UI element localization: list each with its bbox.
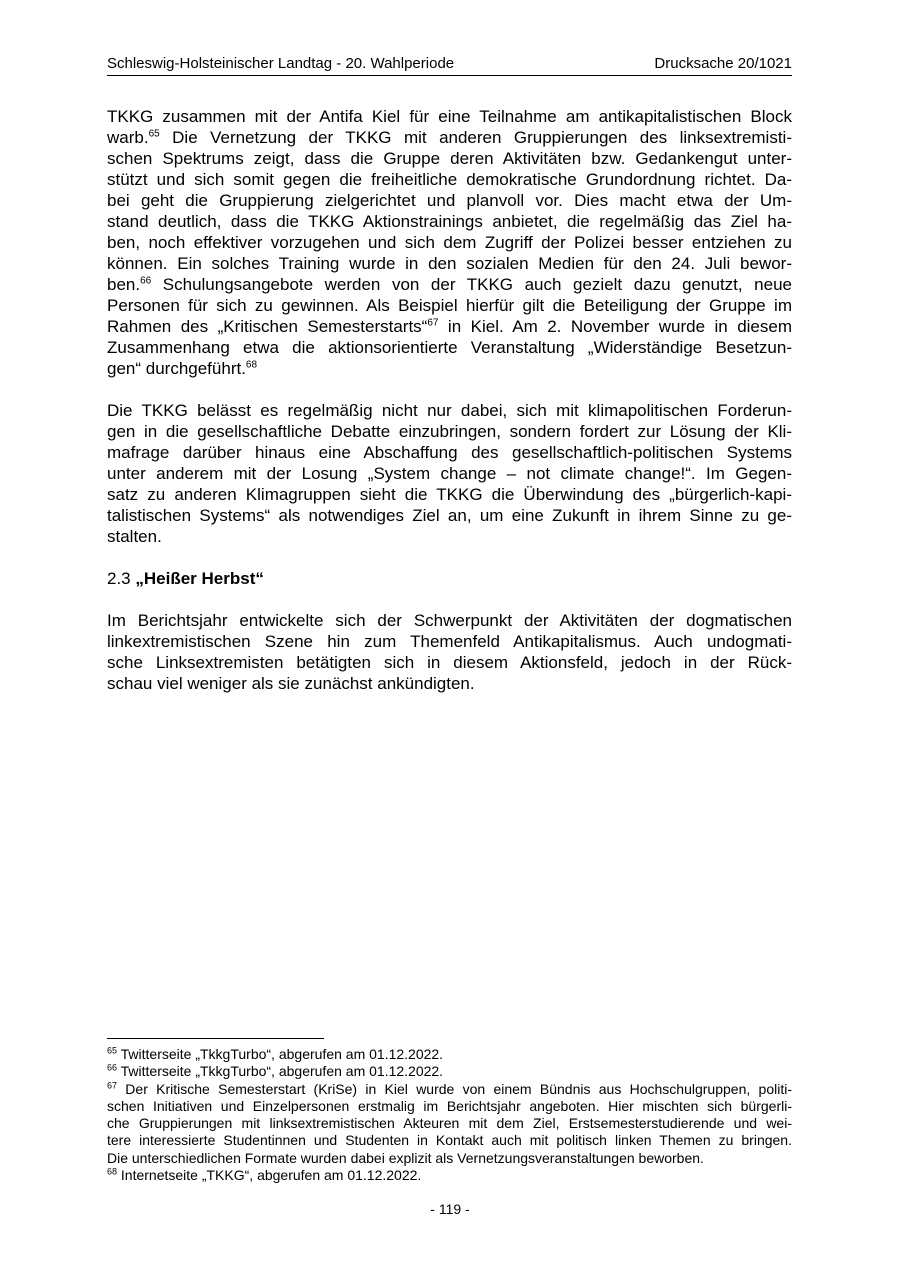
text-line: können. Ein solches Training wurde in den sozialen Medien für den 24. Juli bewor-	[107, 254, 792, 273]
text-line: stalten.	[107, 527, 162, 546]
footnote-ref-66[interactable]: 66	[140, 275, 152, 287]
text-line: Personen für sich zu gewinnen. Als Beispiel hierfür gilt die Beteiligung der Gruppe im	[107, 296, 792, 315]
text-line: ben.$^{66}$ Schulungsangebote werden von der TKKG auch gezielt dazu genutzt, neue	[107, 275, 792, 294]
header-parliament: Schleswig-Holsteinischer Landtag - 20. Wahlperiode	[107, 55, 455, 72]
header-rule	[107, 75, 792, 76]
text-line: sche Linksextremisten betätigten sich in diesem Aktionsfeld, jedoch in der Rück-	[107, 653, 792, 672]
text-line: gen“ durchgeführt.$^{68}$	[107, 359, 258, 378]
text-line: Rahmen des „Kritischen Semesterstarts“$^{67}$ in Kiel. Am 2. November wurde in diesem	[107, 317, 792, 336]
section-heading	[107, 568, 792, 589]
footnote-67-cont: Die unterschiedlichen Formate wurden dabei explizit als Vernetzungsveranstaltungen beworben.	[107, 1149, 704, 1166]
text-line: warb.$^{65}$ Die Vernetzung der TKKG mit anderen Gruppierungen des linksextremisti-	[107, 128, 792, 147]
section-title: „Heißer Herbst“	[135, 569, 264, 588]
paragraph-2	[107, 400, 792, 547]
text-line: stand deutlich, dass die TKKG Aktionstrainings anbietet, die regelmäßig das Ziel ha-	[107, 212, 792, 231]
text-line: Die TKKG belässt es regelmäßig nicht nur dabei, sich mit klimapolitischen Forderun-	[107, 401, 792, 420]
footnote-67-cont: tere interessierte Studentinnen und Studenten in Kontakt auch mit politisch linken Themen zu bringen.	[107, 1132, 792, 1149]
text-line: Im Berichtsjahr entwickelte sich der Schwerpunkt der Aktivitäten der dogmatischen	[107, 611, 792, 630]
main-content	[107, 106, 792, 694]
text-line: satz zu anderen Klimagruppen sieht die TKKG die Überwindung des „bürgerlich-kapi-	[107, 485, 792, 504]
text-line: talistischen Systems“ als notwendiges Ziel an, um eine Zukunft in ihrem Sinne zu ge-	[107, 506, 792, 525]
page-number: - 119 -	[430, 1201, 470, 1217]
paragraph-3	[107, 610, 792, 694]
text-line: stützt und sich somit gegen die freiheitliche demokratische Grundordnung richtet. Da-	[107, 170, 792, 189]
header-document-number: Drucksache 20/1021	[654, 55, 792, 72]
text-line: Zusammenhang etwa die aktionsorientierte Veranstaltung „Widerständige Besetzun-	[107, 338, 792, 357]
footnote-ref-67[interactable]: 67	[427, 317, 439, 329]
footnote-67: $^{67}$ Der Kritische Semesterstart (KriSe) in Kiel wurde von einem Bündnis aus Hochschulgruppen, politi-	[107, 1079, 792, 1097]
footnote-67-cont: schen Initiativen und Einzelpersonen erstmalig im Berichtsjahr angeboten. Hier mischten sich bürgerli-	[107, 1097, 792, 1114]
footnotes	[107, 1046, 792, 1184]
footnote-67-cont: che Gruppierungen mit linksextremistischen Akteuren mit dem Ziel, Erstsemesterstudierende und wei-	[107, 1115, 792, 1132]
footnote-ref-65[interactable]: 65	[148, 128, 160, 140]
text-line: bei geht die Gruppierung zielgerichtet und planvoll vor. Dies macht etwa der Um-	[107, 191, 792, 210]
footnote-separator	[107, 1038, 324, 1039]
section-number: 2.3	[107, 569, 131, 588]
footnote-ref-68[interactable]: 68	[245, 359, 258, 371]
text-line: ben, noch effektiver vorzugehen und sich dem Zugriff der Polizei besser entziehen zu	[107, 233, 792, 252]
text-line: mafrage darüber hinaus eine Abschaffung des gesellschaftlich-politischen Systems	[107, 443, 792, 462]
paragraph-1	[107, 106, 792, 379]
text-line: linkextremistischen Szene hin zum Themenfeld Antikapitalismus. Auch undogmati-	[107, 632, 792, 651]
footnote-65: $^{65}$ Twitterseite „TkkgTurbo“, abgerufen am 01.12.2022.	[107, 1045, 444, 1062]
text-line: unter anderem mit der Losung „System change – not climate change!“. Im Gegen-	[107, 464, 792, 483]
text-line: schen Spektrums zeigt, dass die Gruppe deren Aktivitäten bzw. Gedankengut unter-	[107, 149, 792, 168]
text-line: TKKG zusammen mit der Antifa Kiel für eine Teilnahme am antikapitalistischen Block	[107, 107, 792, 126]
footnote-68: $^{68}$ Internetseite „TKKG“, abgerufen am 01.12.2022.	[107, 1166, 422, 1184]
text-line: schau viel weniger als sie zunächst ankündigten.	[107, 674, 475, 693]
footnote-66: $^{66}$ Twitterseite „TkkgTurbo“, abgerufen am 01.12.2022.	[107, 1062, 444, 1080]
text-line: gen in die gesellschaftliche Debatte einzubringen, sondern fordert zur Lösung der Kli-	[107, 422, 792, 441]
page-header	[107, 54, 792, 74]
